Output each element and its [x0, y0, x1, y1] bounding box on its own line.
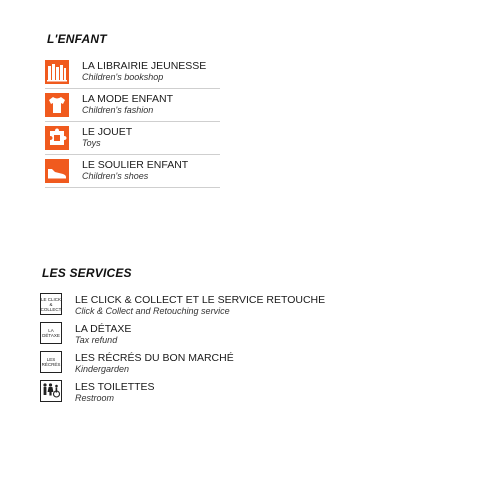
- bookshelf-icon: [45, 60, 69, 84]
- list-item-mode-enfant[interactable]: [45, 90, 220, 122]
- list-item-click-collect[interactable]: [40, 292, 326, 321]
- item-sublabel: Children's fashion: [82, 105, 154, 115]
- item-sublabel: Click & Collect and Retouching service: [75, 306, 230, 316]
- list-item-detaxe[interactable]: [40, 321, 310, 350]
- section-title-enfant: L'ENFANT: [47, 32, 107, 46]
- list-item-recres[interactable]: [40, 350, 310, 379]
- item-label: LES TOILETTES: [75, 381, 155, 393]
- section-title-services: LES SERVICES: [42, 266, 132, 280]
- item-sublabel: Children's shoes: [82, 171, 149, 181]
- list-item-soulier[interactable]: [45, 156, 220, 188]
- item-label: LA DÉTAXE: [75, 323, 132, 335]
- enfant-list: [45, 57, 220, 189]
- item-label: LA MODE ENFANT: [82, 93, 174, 105]
- item-label: LES RÉCRÉS DU BON MARCHÉ: [75, 352, 234, 364]
- item-label: LE JOUET: [82, 126, 133, 138]
- icon-text: RÉCRÉS: [41, 362, 61, 367]
- icon-text: COLLECT: [40, 306, 62, 312]
- kindergarden-icon: [40, 351, 62, 373]
- list-item-librairie[interactable]: [45, 57, 220, 89]
- item-sublabel: Restroom: [75, 393, 115, 403]
- item-label: LE SOULIER ENFANT: [82, 159, 189, 171]
- restroom-icon: [40, 380, 62, 402]
- icon-text: LE CLICK: [41, 296, 62, 302]
- item-sublabel: Toys: [82, 138, 101, 148]
- tax-refund-icon: [40, 322, 62, 344]
- click-collect-icon: [40, 293, 62, 315]
- item-sublabel: Children's bookshop: [82, 72, 164, 82]
- list-item-toilettes[interactable]: [40, 379, 310, 408]
- item-label: LA LIBRAIRIE JEUNESSE: [82, 60, 207, 72]
- item-sublabel: Kindergarden: [75, 364, 130, 374]
- shoe-icon: [45, 159, 69, 183]
- item-sublabel: Tax refund: [75, 335, 118, 345]
- icon-text: DÉTAXE: [42, 333, 60, 338]
- icon-text: LES: [46, 357, 56, 362]
- list-item-jouet[interactable]: [45, 123, 220, 155]
- item-label: LE CLICK & COLLECT ET LE SERVICE RETOUCHE: [75, 294, 326, 306]
- icon-text: LA: [48, 328, 54, 333]
- services-list: [40, 292, 326, 408]
- icon-text: &: [49, 301, 53, 307]
- puzzle-icon: [45, 126, 69, 150]
- tshirt-icon: [45, 93, 69, 117]
